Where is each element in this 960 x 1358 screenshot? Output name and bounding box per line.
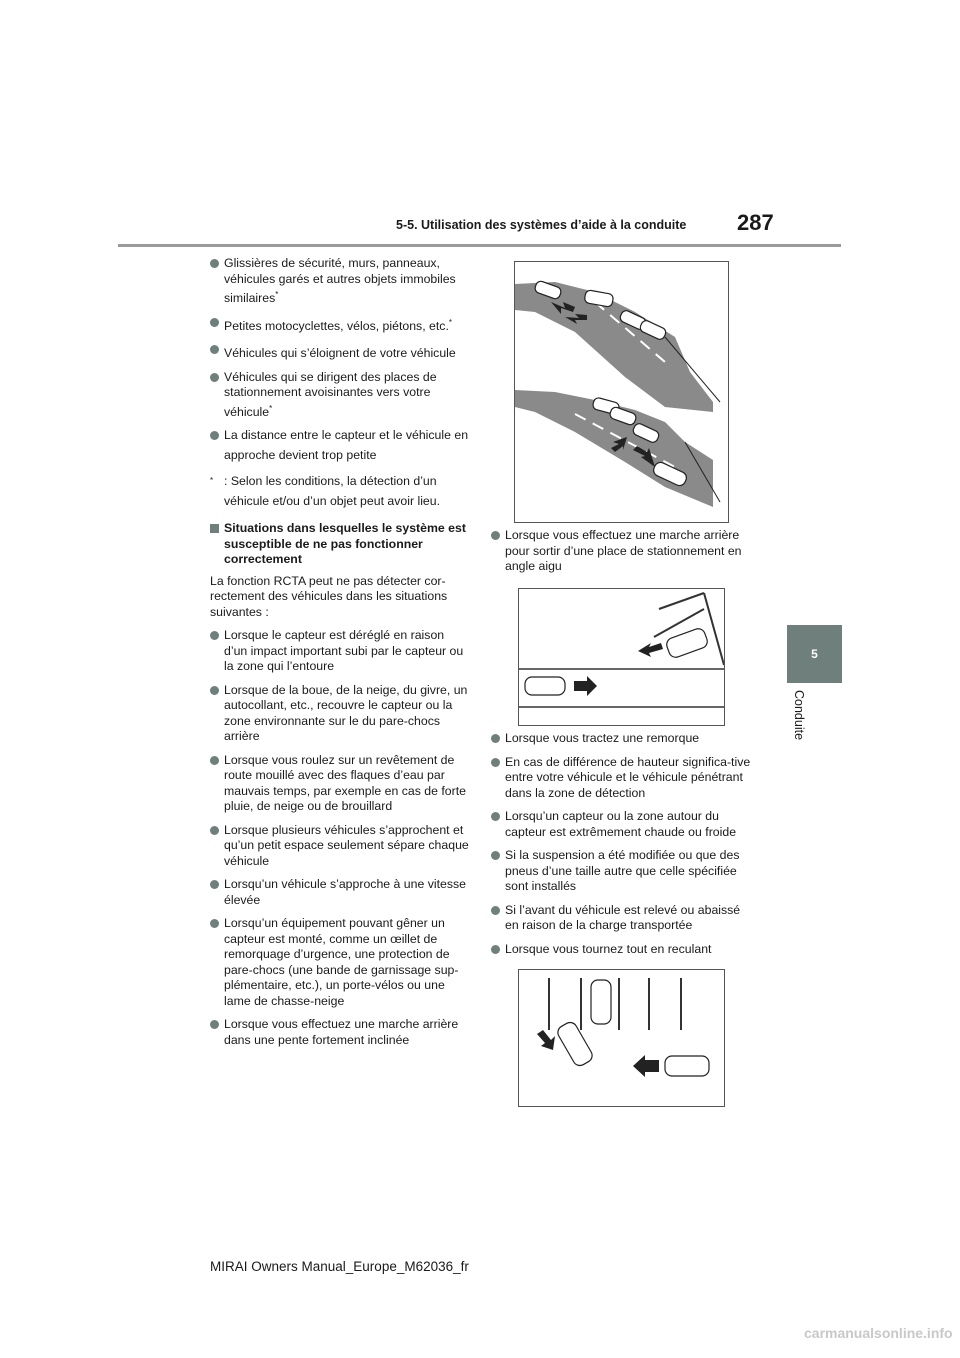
bullet-icon	[210, 259, 219, 268]
bullet-icon	[210, 826, 219, 835]
list-item: Lorsque plusieurs véhicules s’approchent et qu’un petit espace seulement sépare chaque véhicule	[210, 823, 470, 870]
list-item: La distance entre le capteur et le véhicule en approche devient trop petite	[210, 428, 470, 463]
square-bullet-icon	[210, 524, 219, 533]
bullet-icon	[491, 531, 500, 540]
list-item: Véhicules qui s’éloignent de votre véhicule	[210, 342, 470, 362]
intro-paragraph: La fonction RCTA peut ne pas détecter cor-rectement des véhicules dans les situations suivantes :	[210, 573, 448, 619]
list-item: En cas de différence de hauteur significa-tive entre votre véhicule et le véhicule pénétrant dans la zone de détection	[491, 755, 751, 802]
list-item: Lorsqu’un équipement pouvant gêner un capteur est monté, comme un œillet de remorquage d’urgence, une protection de pare-chocs (une bande de garnissage sup-plémentaire, etc.), un porte-vélos ou une lame de chasse-neige	[210, 916, 470, 1009]
list-item: Si la suspension a été modifiée ou que des pneus d’une taille autre que celle spécifiée sont installés	[491, 848, 751, 895]
bullet-icon	[210, 631, 219, 640]
figure-angle-parking	[518, 588, 725, 726]
right-column-list	[491, 731, 751, 965]
bullet-icon	[210, 919, 219, 928]
list-item: Lorsque le capteur est déréglé en raison d’un impact important subi par le capteur ou la zone qui l’entoure	[210, 628, 470, 675]
list-item: Lorsque de la boue, de la neige, du givre, un autocollant, etc., recouvre le capteur ou la zone environnante sur le du pare-chocs arrière	[210, 683, 470, 745]
figure-turning-reverse	[518, 969, 725, 1107]
chapter-label: Conduite	[792, 690, 806, 741]
section-header-title: 5-5. Utilisation des systèmes d’aide à la conduite	[396, 218, 687, 232]
bullet-icon	[491, 812, 500, 821]
page-number: 287	[737, 210, 774, 235]
bullet-icon	[210, 431, 219, 440]
list-item: Glissières de sécurité, murs, panneaux, véhicules garés et autres objets immobiles similaires*	[210, 256, 470, 307]
figure-sloped-road	[514, 261, 729, 523]
bullet-icon	[491, 734, 500, 743]
section-title: Situations dans lesquelles le système est susceptible de ne pas fonctionner correctement	[210, 521, 470, 568]
list-item: Lorsque vous tractez une remorque	[491, 731, 751, 747]
bullet-icon	[491, 851, 500, 860]
list-item: Lorsqu’un véhicule s’approche à une vitesse élevée	[210, 877, 470, 908]
list-item: Petites motocyclettes, vélos, piétons, etc.*	[210, 315, 470, 335]
bullet-icon	[210, 686, 219, 695]
bullet-icon	[491, 906, 500, 915]
footnote: * : Selon les conditions, la détection d’un véhicule et/ou d’un objet peut avoir lieu.	[210, 474, 441, 509]
header-divider	[118, 244, 841, 247]
bullet-icon	[210, 373, 219, 382]
bullet-icon	[491, 945, 500, 954]
list-item: Véhicules qui se dirigent des places de stationnement avoisinantes vers votre véhicule*	[210, 370, 470, 421]
watermark: carmanualsonline.info	[804, 1325, 953, 1341]
bullet-icon	[210, 318, 219, 327]
list-item: Lorsqu’un capteur ou la zone autour du capteur est extrêmement chaude ou froide	[491, 809, 751, 840]
bullet-icon	[210, 1020, 219, 1029]
list-item: Lorsque vous effectuez une marche arrière pour sortir d’une place de stationnement en angle aigu	[491, 528, 751, 575]
list-item: Lorsque vous effectuez une marche arrière dans une pente fortement inclinée	[210, 1017, 470, 1048]
list-item: Lorsque vous tournez tout en reculant	[491, 942, 751, 958]
chapter-tab[interactable]: 5	[787, 625, 842, 683]
right-column-top	[491, 528, 751, 583]
bullet-icon	[491, 758, 500, 767]
bullet-icon	[210, 880, 219, 889]
bullet-icon	[210, 345, 219, 354]
footer-text: MIRAI Owners Manual_Europe_M62036_fr	[210, 1259, 469, 1274]
left-column	[210, 256, 470, 1056]
list-item: Lorsque vous roulez sur un revêtement de route mouillé avec des flaques d’eau par mauvais temps, par exemple en cas de forte pluie, de neige ou de brouillard	[210, 753, 470, 815]
list-item: Si l’avant du véhicule est relevé ou abaissé en raison de la charge transportée	[491, 903, 751, 934]
bullet-icon	[210, 756, 219, 765]
